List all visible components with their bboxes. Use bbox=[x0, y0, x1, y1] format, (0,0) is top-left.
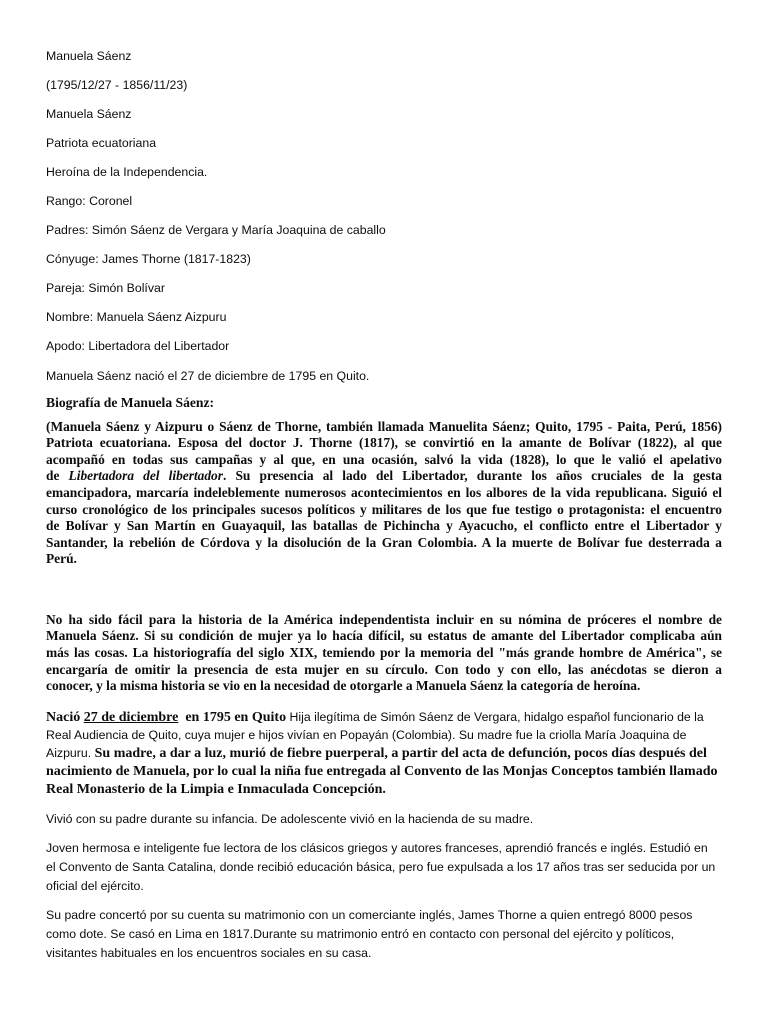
youth-paragraph bbox=[46, 839, 715, 896]
birth-line: Real Audiencia de Quito, cuya mujer e hijos vivían en Popayán (Colombia). Su madre fue la criolla María Joaquina de bbox=[46, 728, 687, 743]
birth-text-bold: Su madre, a dar a luz, murió de fiebre puerperal, a partir del acta de defunción, pocos días después del bbox=[91, 746, 707, 762]
biography-text: de bbox=[46, 468, 69, 484]
summary-section bbox=[46, 42, 386, 391]
marriage-line: visitantes habituales en los encuentros sociales en su casa. bbox=[46, 945, 372, 960]
biography-line: (Manuela Sáenz y Aizpuru o Sáenz de Thorne, también llamada Manuelita Sáenz; Quito, 1795 - Paita, Perú, 1856) bbox=[46, 418, 722, 434]
summary-partner: Pareja: Simón Bolívar bbox=[46, 281, 165, 296]
summary-title: Heroína de la Independencia. bbox=[46, 164, 208, 179]
marriage-line: como dote. Se casó en Lima en 1817.Durante su matrimonio entró en contacto con personal del ejército y políticos, bbox=[46, 926, 675, 941]
summary-nickname: Apodo: Libertadora del Libertador bbox=[46, 339, 230, 354]
childhood-paragraph bbox=[46, 810, 533, 829]
birth-text: Hija ilegítima de Simón Sáenz de Vergara, hidalgo español funcionario de la bbox=[286, 709, 704, 724]
birth-born-label: Nació bbox=[46, 709, 84, 725]
historiography-paragraph bbox=[46, 612, 722, 695]
birth-line: Real Monasterio de la Limpia e Inmaculada Concepción. bbox=[46, 781, 386, 797]
biography-line: acompañó en todas sus campañas y al que, en una ocasión, salvó la vida (1828), lo que le valió el apelativo bbox=[46, 451, 722, 467]
biography-line bbox=[46, 468, 722, 485]
historiography-line: conocer, y la misma historia se vio en la necesidad de otorgarle a Manuela Sáenz la categoría de heroína. bbox=[46, 678, 641, 694]
youth-line: oficial del ejército. bbox=[46, 878, 144, 893]
birth-date-underlined: 27 de diciembre bbox=[83, 709, 179, 725]
birth-line bbox=[46, 708, 718, 726]
biography-line: Santander, la rebelión de Córdova y la disolución de la Gran Colombia. A la muerte de Bolívar fue desterrada a bbox=[46, 534, 722, 550]
marriage-paragraph bbox=[46, 906, 692, 963]
birth-text: Aizpuru. bbox=[46, 746, 92, 761]
biography-line: Patriota ecuatoriana. Esposa del doctor J. Thorne (1817), se convirtió en la amante de Bolívar (1822), al que bbox=[46, 435, 722, 451]
summary-birth: Manuela Sáenz nació el 27 de diciembre de 1795 en Quito. bbox=[46, 368, 370, 383]
summary-spouse: Cónyuge: James Thorne (1817-1823) bbox=[46, 252, 251, 267]
historiography-line: No ha sido fácil para la historia de la América independentista incluir en su nómina de próceres el nombre de bbox=[46, 611, 722, 627]
historiography-line: más las cosas. La historiografía del siglo XIX, temiendo por la memoria del "más grande hombre de América", se bbox=[46, 644, 722, 660]
summary-rank: Rango: Coronel bbox=[46, 193, 133, 208]
marriage-line: Su padre concertó por su cuenta su matrimonio con un comerciante inglés, James Thorne a quien entregó 8000 pesos bbox=[46, 907, 693, 922]
biography-line: de Bolívar y San Martín en Guayaquil, las batallas de Pichincha y Ayacucho, el conflicto entre el Libertador y bbox=[46, 518, 722, 534]
birth-line bbox=[46, 744, 718, 762]
birth-line: nacimiento de Manuela, por lo cual la niña fue entregada al Convento de las Monjas Conceptos también llamado bbox=[46, 763, 718, 779]
childhood-line: Vivió con su padre durante su infancia. De adolescente vivió en la hacienda de su madre. bbox=[46, 811, 534, 826]
biography-text: . Su presencia al lado del Libertador, durante los años cruciales de la gesta bbox=[222, 468, 722, 484]
summary-full-name: Nombre: Manuela Sáenz Aizpuru bbox=[46, 310, 227, 325]
biography-line: curso cronológico de los principales sucesos políticos y militares de los que fue testigo o protagonista: el encuentro bbox=[46, 501, 722, 517]
biography-line: Perú. bbox=[46, 551, 77, 567]
biography-paragraph bbox=[46, 419, 722, 568]
summary-name: Manuela Sáenz bbox=[46, 48, 132, 63]
youth-line: Joven hermosa e inteligente fue lectora de los clásicos griegos y autores franceses, aprendió francés e inglés. Estudió en bbox=[46, 840, 708, 855]
summary-dates: (1795/12/27 - 1856/11/23) bbox=[46, 77, 188, 92]
summary-description: Patriota ecuatoriana bbox=[46, 135, 157, 150]
historiography-line: encargaría de omitir la presencia de esta mujer en su círculo. Con todo y con ello, las anécdotas se dieron a bbox=[46, 661, 722, 677]
historiography-line: Manuela Sáenz. Si su condición de mujer ya lo hacía difícil, su estatus de amante del Libertador complicaba aún bbox=[46, 628, 722, 644]
birth-paragraph bbox=[46, 708, 718, 799]
birth-place: en 1795 en Quito bbox=[178, 709, 287, 725]
youth-line: el Convento de Santa Catalina, donde recibió educación básica, pero fue expulsada a los 17 años tras ser seducida por un bbox=[46, 859, 716, 874]
summary-parents: Padres: Simón Sáenz de Vergara y María Joaquina de caballo bbox=[46, 223, 386, 238]
biography-line: emancipadora, marcaría indeleblemente numerosos acontecimientos en los albores de la vida republicana. Siguió el bbox=[46, 485, 722, 501]
summary-name-repeat: Manuela Sáenz bbox=[46, 106, 132, 121]
biography-heading: Biografía de Manuela Sáenz: bbox=[46, 395, 215, 410]
biography-epithet-italic: Libertadora del libertador bbox=[68, 468, 223, 484]
